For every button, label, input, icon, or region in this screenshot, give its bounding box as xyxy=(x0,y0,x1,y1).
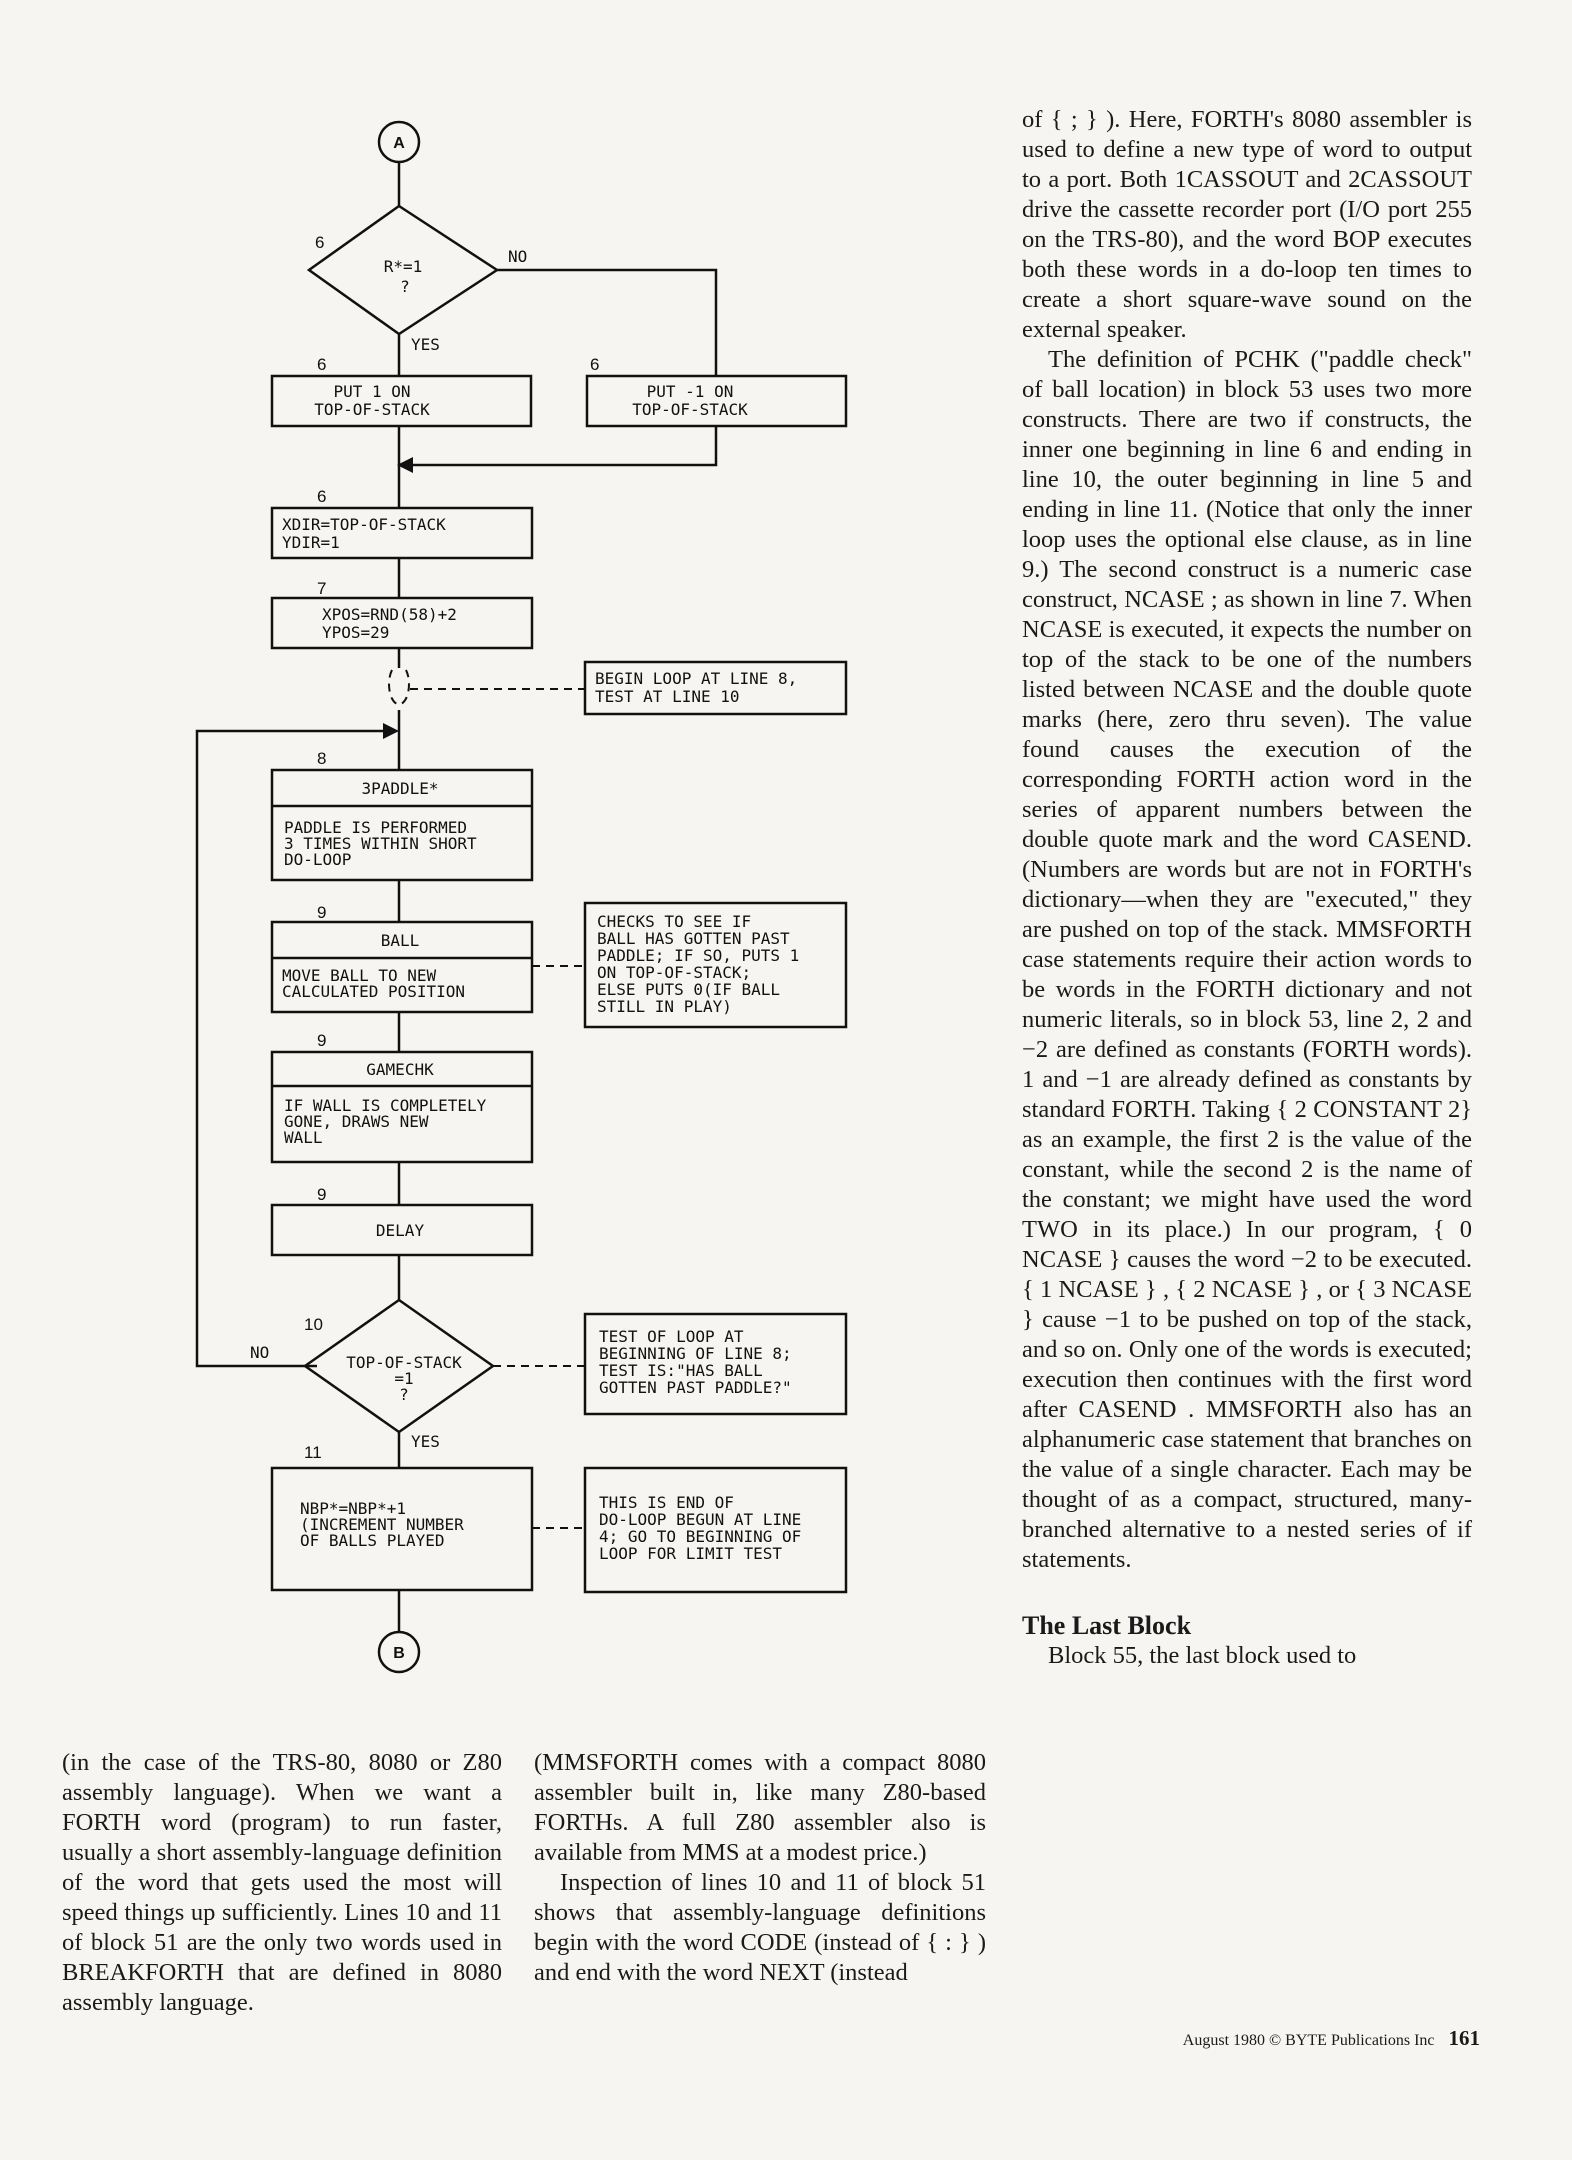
note-begin-loop-line2: TEST AT LINE 10 xyxy=(595,687,740,706)
box-paddle-line3: DO-LOOP xyxy=(284,850,352,869)
decision2-yes-label: YES xyxy=(411,1432,440,1451)
box-delay-step: 9 xyxy=(317,1185,327,1204)
decision2-no-label: NO xyxy=(250,1343,270,1362)
decision1-yes-label: YES xyxy=(411,335,440,354)
connector-a-label: A xyxy=(393,135,405,152)
col3-paragraph-2: The definition of PCHK ("paddle check" of ball location) in block 53 uses two more constructs. There are two if constructs, the inner one beginning in line 6 and ending in line 10, the outer beginning in line 5 and ending in line 11. (Notice that only the inner loop uses the optional else clause, as in line 9.) The second construct is a numeric case construct, NCASE ; as shown in line 7. When NCASE is executed, it expects the number on top of the stack to be one of the numbers listed between NCASE and the double quote marks (here, zero thru seven). The value found causes the execution of the corresponding FORTH action word in the series of apparent numbers between the double quote mark and the word CASEND. (Numbers are words but are not in FORTH's dictionary—when they are "executed," they are pushed on top of the stack. MMSFORTH case statements require their action words to be words in the FORTH dictionary and not numeric literals, so in block 53, line 2, 2 and −2 are defined as constants (FORTH words). 1 and −1 are already defined as constants by standard FORTH. Taking { 2 CONSTANT 2} as an example, the first 2 is the value of the constant, while the second 2 is the name of the constant; we might have used the word TWO in its place.) In our program, { 0 NCASE } causes the word −2 to be executed. { 1 NCASE } , { 2 NCASE } , or { 3 NCASE } cause −1 to be pushed on top of the stack, and so on. Only one of the words is executed; execution then continues with the first word after CASEND . MMSFORTH also has an alphanumeric case statement that branches on the value of a single character. Each may be thought of as a compact, structured, many-branched alternative to a nested series of if statements. xyxy=(1022,346,1472,1573)
box-put1-step: 6 xyxy=(317,355,327,374)
col2-paragraph-1: (MMSFORTH comes with a compact 8080 assembler built in, like many Z80-based FORTHs. A full Z80 assembler also is available from MMS at a modest price.) xyxy=(534,1749,986,1866)
note-end-line1: THIS IS END OF xyxy=(599,1493,734,1512)
box-delay-title: DELAY xyxy=(375,1221,425,1240)
connector-b-label: B xyxy=(393,1645,405,1662)
box-gamechk-line2: GONE, DRAWS NEW xyxy=(284,1112,429,1131)
box-paddle-step: 8 xyxy=(317,749,327,768)
box-xdir-line2: YDIR=1 xyxy=(282,533,340,552)
col3-paragraph-3: Block 55, the last block used to xyxy=(1048,1642,1357,1669)
box-putm1-step: 6 xyxy=(590,355,600,374)
note-end-line2: DO-LOOP BEGUN AT LINE xyxy=(599,1510,802,1529)
note-ball-line3: PADDLE; IF SO, PUTS 1 xyxy=(597,946,800,965)
col2-paragraph-2: Inspection of lines 10 and 11 of block 51 shows that assembly-language definitions begin with the word CODE (instead of { : } ) and end with the word NEXT (instead xyxy=(534,1869,986,1986)
text-column-left xyxy=(62,1748,502,2018)
box-xdir-step: 6 xyxy=(317,487,327,506)
note-end-line4: LOOP FOR LIMIT TEST xyxy=(599,1544,783,1563)
col3-paragraph-1: of { ; } ). Here, FORTH's 8080 assembler is used to define a new type of word to output to a port. Both 1CASSOUT and 2CASSOUT drive the cassette recorder port (I/O port 255 on the TRS-80), and the word BOP executes both these words in a do-loop ten times to create a short square-wave sound on the external speaker. xyxy=(1022,106,1472,343)
text-column-right xyxy=(1022,105,1472,1671)
decision2-line3: ? xyxy=(399,1385,409,1404)
box-ball-step: 9 xyxy=(317,903,327,922)
note-test-line1: TEST OF LOOP AT xyxy=(599,1327,744,1346)
decision1-no-label: NO xyxy=(508,247,528,266)
decision1-line2: ? xyxy=(400,277,410,296)
box-nbp-line3: OF BALLS PLAYED xyxy=(300,1531,445,1550)
box-put1-line1: PUT 1 ON xyxy=(333,382,411,401)
note-test-line3: TEST IS:"HAS BALL xyxy=(599,1361,763,1380)
box-ball-line2: CALCULATED POSITION xyxy=(282,982,466,1001)
section-heading: The Last Block xyxy=(1022,1611,1192,1640)
col1-paragraph: (in the case of the TRS-80, 8080 or Z80 assembly language). When we want a FORTH word (program) to run faster, usually a short assembly-language definition of the word that gets used the most will speed things up sufficiently. Lines 10 and 11 of block 51 are the only two words used in BREAKFORTH that are defined in 8080 assembly language. xyxy=(62,1749,502,2016)
footer-credit: August 1980 © BYTE Publications Inc xyxy=(1182,2032,1435,2049)
note-ball-line4: ON TOP-OF-STACK; xyxy=(597,963,752,982)
box-gamechk-line3: WALL xyxy=(284,1128,323,1147)
box-nbp-line1: NBP*=NBP*+1 xyxy=(300,1499,406,1518)
box-putm1-line1: PUT -1 ON xyxy=(646,382,734,401)
note-end-line3: 4; GO TO BEGINNING OF xyxy=(599,1527,802,1546)
text-column-middle xyxy=(534,1748,986,1988)
box-gamechk-step: 9 xyxy=(317,1031,327,1050)
decision1-line1: R*=1 xyxy=(383,257,423,276)
box-gamechk-line1: IF WALL IS COMPLETELY xyxy=(284,1096,487,1115)
loop-begin-marker xyxy=(389,670,409,704)
decision2-step: 10 xyxy=(304,1315,323,1334)
note-ball-line5: ELSE PUTS 0(IF BALL xyxy=(597,980,781,999)
box-ball-line1: MOVE BALL TO NEW xyxy=(282,966,437,985)
box-xdir-line1: XDIR=TOP-OF-STACK xyxy=(282,515,446,534)
box-putm1-line2: TOP-OF-STACK xyxy=(632,400,748,419)
note-ball-line1: CHECKS TO SEE IF xyxy=(597,912,752,931)
note-test-line4: GOTTEN PAST PADDLE?" xyxy=(599,1378,792,1397)
decision2-line2: =1 xyxy=(394,1369,414,1388)
box-ball-title: BALL xyxy=(380,931,420,950)
box-xpos-line1: XPOS=RND(58)+2 xyxy=(322,605,457,624)
decision2-line1: TOP-OF-STACK xyxy=(346,1353,462,1372)
page-footer xyxy=(1130,2026,1480,2051)
box-paddle-line1: PADDLE IS PERFORMED xyxy=(284,818,468,837)
note-test-line2: BEGINNING OF LINE 8; xyxy=(599,1344,792,1363)
box-paddle-title: 3PADDLE* xyxy=(361,779,439,798)
box-xpos-line2: YPOS=29 xyxy=(322,623,390,642)
note-ball-line6: STILL IN PLAY) xyxy=(597,997,732,1016)
box-xpos-step: 7 xyxy=(317,579,327,598)
box-nbp-step: 11 xyxy=(304,1443,322,1462)
note-ball-line2: BALL HAS GOTTEN PAST xyxy=(597,929,790,948)
box-nbp-line2: (INCREMENT NUMBER xyxy=(300,1515,464,1534)
note-begin-loop-line1: BEGIN LOOP AT LINE 8, xyxy=(595,669,798,688)
decision1-step: 6 xyxy=(315,233,325,252)
box-gamechk-title: GAMECHK xyxy=(366,1060,434,1079)
box-put1-line2: TOP-OF-STACK xyxy=(314,400,430,419)
box-paddle-line2: 3 TIMES WITHIN SHORT xyxy=(284,834,477,853)
page-number: 161 xyxy=(1448,2026,1480,2050)
